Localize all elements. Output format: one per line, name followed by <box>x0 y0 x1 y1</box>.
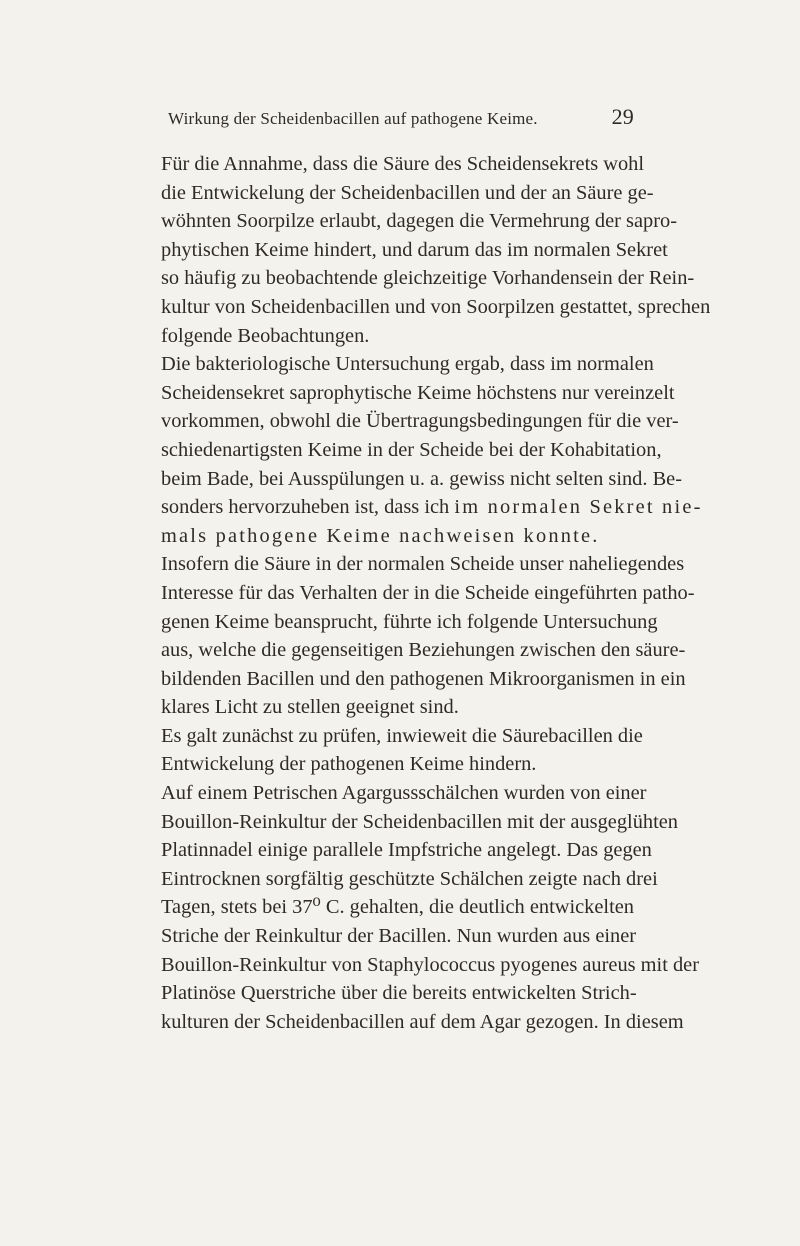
paragraph <box>137 550 695 722</box>
paragraph <box>137 779 699 1036</box>
text-line: die Entwickelung der Scheidenbacillen und der an Säure ge- <box>161 181 654 204</box>
text-line: kultur von Scheidenbacillen und von Soorpilzen gestattet, sprechen <box>161 295 711 318</box>
text-line: Auf einem Petrischen Agargussschälchen wurden von einer <box>161 782 647 805</box>
text-line: Platinnadel einige parallele Impfstriche angelegt. Das gegen <box>161 839 652 862</box>
text-line: Bouillon-Reinkultur von Staphylococcus pyogenes aureus mit der <box>161 953 699 976</box>
text-line: klares Licht zu stellen geeignet sind. <box>161 696 459 719</box>
text-line <box>137 493 703 522</box>
spaced-emphasis-line: mals pathogene Keime nachweisen konnte. <box>161 524 600 547</box>
text-line: bildenden Bacillen und den pathogenen Mikroorganismen in ein <box>161 667 686 690</box>
paragraph <box>137 722 643 779</box>
text-line: Tagen, stets bei 37⁰ C. gehalten, die deutlich entwickelten <box>161 896 634 919</box>
text-line: aus, welche die gegenseitigen Beziehungen zwischen den säure- <box>161 639 686 662</box>
text-line: Platinöse Querstriche über die bereits entwickelten Strich- <box>161 982 637 1005</box>
text-line: Bouillon-Reinkultur der Scheidenbacillen mit der ausgeglühten <box>161 810 679 833</box>
text-line: Entwickelung der pathogenen Keime hindern. <box>161 753 537 776</box>
text-line: so häufig zu beobachtende gleichzeitige Vorhandensein der Rein- <box>161 267 695 290</box>
text-line: beim Bade, bei Ausspülungen u. a. gewiss nicht selten sind. Be- <box>161 467 683 490</box>
text-line: Die bakteriologische Untersuchung ergab, dass im normalen <box>161 353 654 376</box>
text-line: vorkommen, obwohl die Übertragungsbedingungen für die ver- <box>161 410 679 433</box>
text-line-part: sonders hervorzuheben ist, dass ich <box>161 496 450 519</box>
page-header <box>168 104 634 130</box>
text-line: folgende Beobachtungen. <box>161 324 370 347</box>
text-line: Interesse für das Verhalten der in die Scheide eingeführten patho- <box>161 581 695 604</box>
text-line: Eintrocknen sorgfältig geschützte Schälchen zeigte nach drei <box>161 867 658 890</box>
text-line: kulturen der Scheidenbacillen auf dem Agar gezogen. In diesem <box>161 1010 684 1033</box>
running-title: Wirkung der Scheidenbacillen auf pathogene Keime. <box>168 109 538 128</box>
text-line: schiedenartigsten Keime in der Scheide bei der Kohabitation, <box>161 438 662 461</box>
text-line: Striche der Reinkultur der Bacillen. Nun wurden aus einer <box>161 925 637 948</box>
spaced-emphasis: im normalen Sekret nie- <box>454 496 703 519</box>
text-line: Es galt zunächst zu prüfen, inwieweit die Säurebacillen die <box>161 724 643 747</box>
text-line: genen Keime beansprucht, führte ich folgende Untersuchung <box>161 610 658 633</box>
page-number: 29 <box>611 104 634 129</box>
text-line: wöhnten Soorpilze erlaubt, dagegen die Vermehrung der sapro- <box>161 210 678 233</box>
text-line: phytischen Keime hindert, und darum das im normalen Sekret <box>161 238 668 261</box>
paragraph <box>137 350 703 550</box>
paragraph <box>137 150 711 350</box>
text-line: Für die Annahme, dass die Säure des Scheidensekrets wohl <box>161 153 645 175</box>
text-line: Scheidensekret saprophytische Keime höchstens nur vereinzelt <box>161 381 675 404</box>
body-text <box>137 150 711 1036</box>
text-line: Insofern die Säure in der normalen Scheide unser naheliegendes <box>161 553 685 576</box>
